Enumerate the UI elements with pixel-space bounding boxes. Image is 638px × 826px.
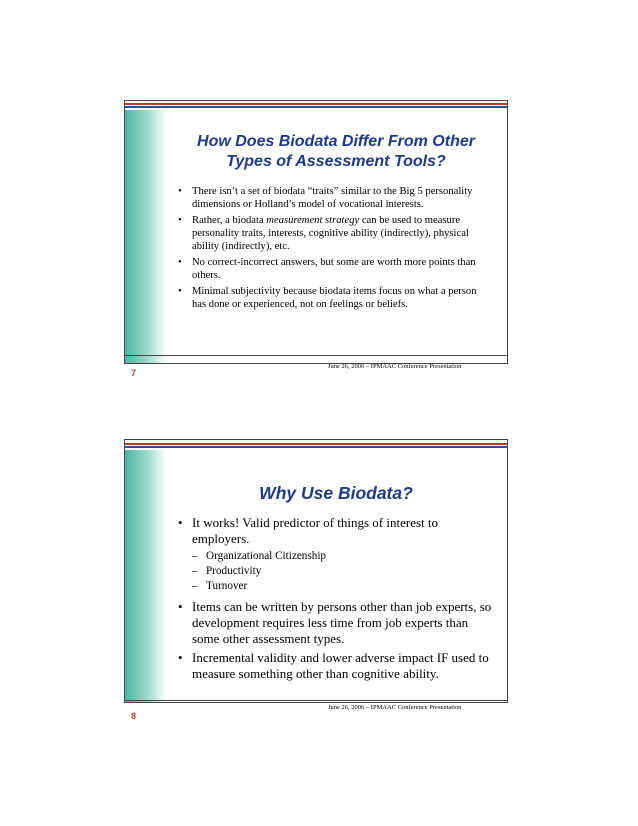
bullet-item: [178, 214, 492, 253]
dash-symbol: –: [192, 565, 198, 577]
bullet-text: It works! Valid predictor of things of interest to employers.: [192, 515, 438, 546]
bullet-text: Incremental validity and lower adverse impact IF used to measure something other than cognitive ability.: [192, 650, 489, 681]
side-gradient: [125, 450, 166, 702]
bullet-text-cont: can be used to measure personality traits, interests, cognitive ability (indirectly), physical ability (indirectly), etc.: [192, 215, 469, 252]
bullet-item: [178, 650, 492, 682]
top-stripe-red: [125, 443, 507, 445]
bullet-symbol: •: [178, 215, 182, 226]
bullet-symbol: •: [178, 186, 182, 197]
sub-item-text: Productivity: [206, 565, 262, 577]
bullet-text: There isn’t a set of biodata “traits” similar to the Big 5 personality dimensions or Holland’s model of vocational interests.: [192, 186, 473, 210]
sub-item: [192, 579, 492, 594]
footer-divider: [125, 355, 507, 356]
title-line-1: How Does Biodata Differ From Other: [197, 133, 475, 150]
slide-title: [173, 132, 499, 172]
footer-text: June 26, 2006 – IPMAAC Conference Presentation: [328, 363, 462, 370]
bullet-item: [178, 515, 492, 594]
bullet-text: Items can be written by persons other than job experts, so development requires less time from job experts than some other assessment types.: [192, 599, 492, 646]
bullet-item: [178, 285, 492, 311]
sub-item-text: Organizational Citizenship: [206, 550, 327, 562]
sub-item-text: Turnover: [206, 580, 248, 592]
bullet-symbol: •: [178, 599, 183, 614]
bullet-symbol: •: [178, 515, 183, 530]
slide-number: 7: [131, 368, 137, 378]
sub-list: [192, 549, 492, 594]
top-stripe-red: [125, 103, 507, 105]
slide-8: [124, 439, 508, 721]
bullet-list: [178, 515, 492, 682]
sub-item: [192, 564, 492, 579]
slide-title: Why Use Biodata?: [259, 483, 413, 503]
bullet-emphasis: measurement strategy: [266, 215, 360, 226]
bullet-text: Rather, a biodata: [192, 215, 267, 226]
bullet-symbol: •: [178, 650, 183, 665]
title-line-2: Types of Assessment Tools?: [226, 153, 446, 170]
bullet-text: Minimal subjectivity because biodata items focus on what a person has done or experienced, not on feelings or beliefs.: [192, 286, 477, 310]
dash-symbol: –: [192, 550, 198, 562]
bullet-item: [178, 599, 492, 647]
slide-7: [124, 100, 508, 378]
bullet-item: [178, 256, 492, 282]
footer-text: June 26, 2006 – IPMAAC Conference Presentation: [328, 704, 462, 711]
top-stripe-blue: [125, 446, 507, 448]
side-gradient: [125, 110, 166, 363]
bullet-symbol: •: [178, 257, 182, 268]
footer-divider: [125, 700, 507, 701]
slide-number: 8: [131, 711, 137, 721]
bullet-text: No correct-incorrect answers, but some are worth more points than others.: [192, 257, 476, 281]
bullet-item: [178, 185, 492, 211]
bullet-symbol: •: [178, 286, 182, 297]
bullet-list: [178, 185, 492, 311]
top-stripe-blue: [125, 106, 507, 108]
sub-item: [192, 549, 492, 564]
dash-symbol: –: [192, 580, 198, 592]
